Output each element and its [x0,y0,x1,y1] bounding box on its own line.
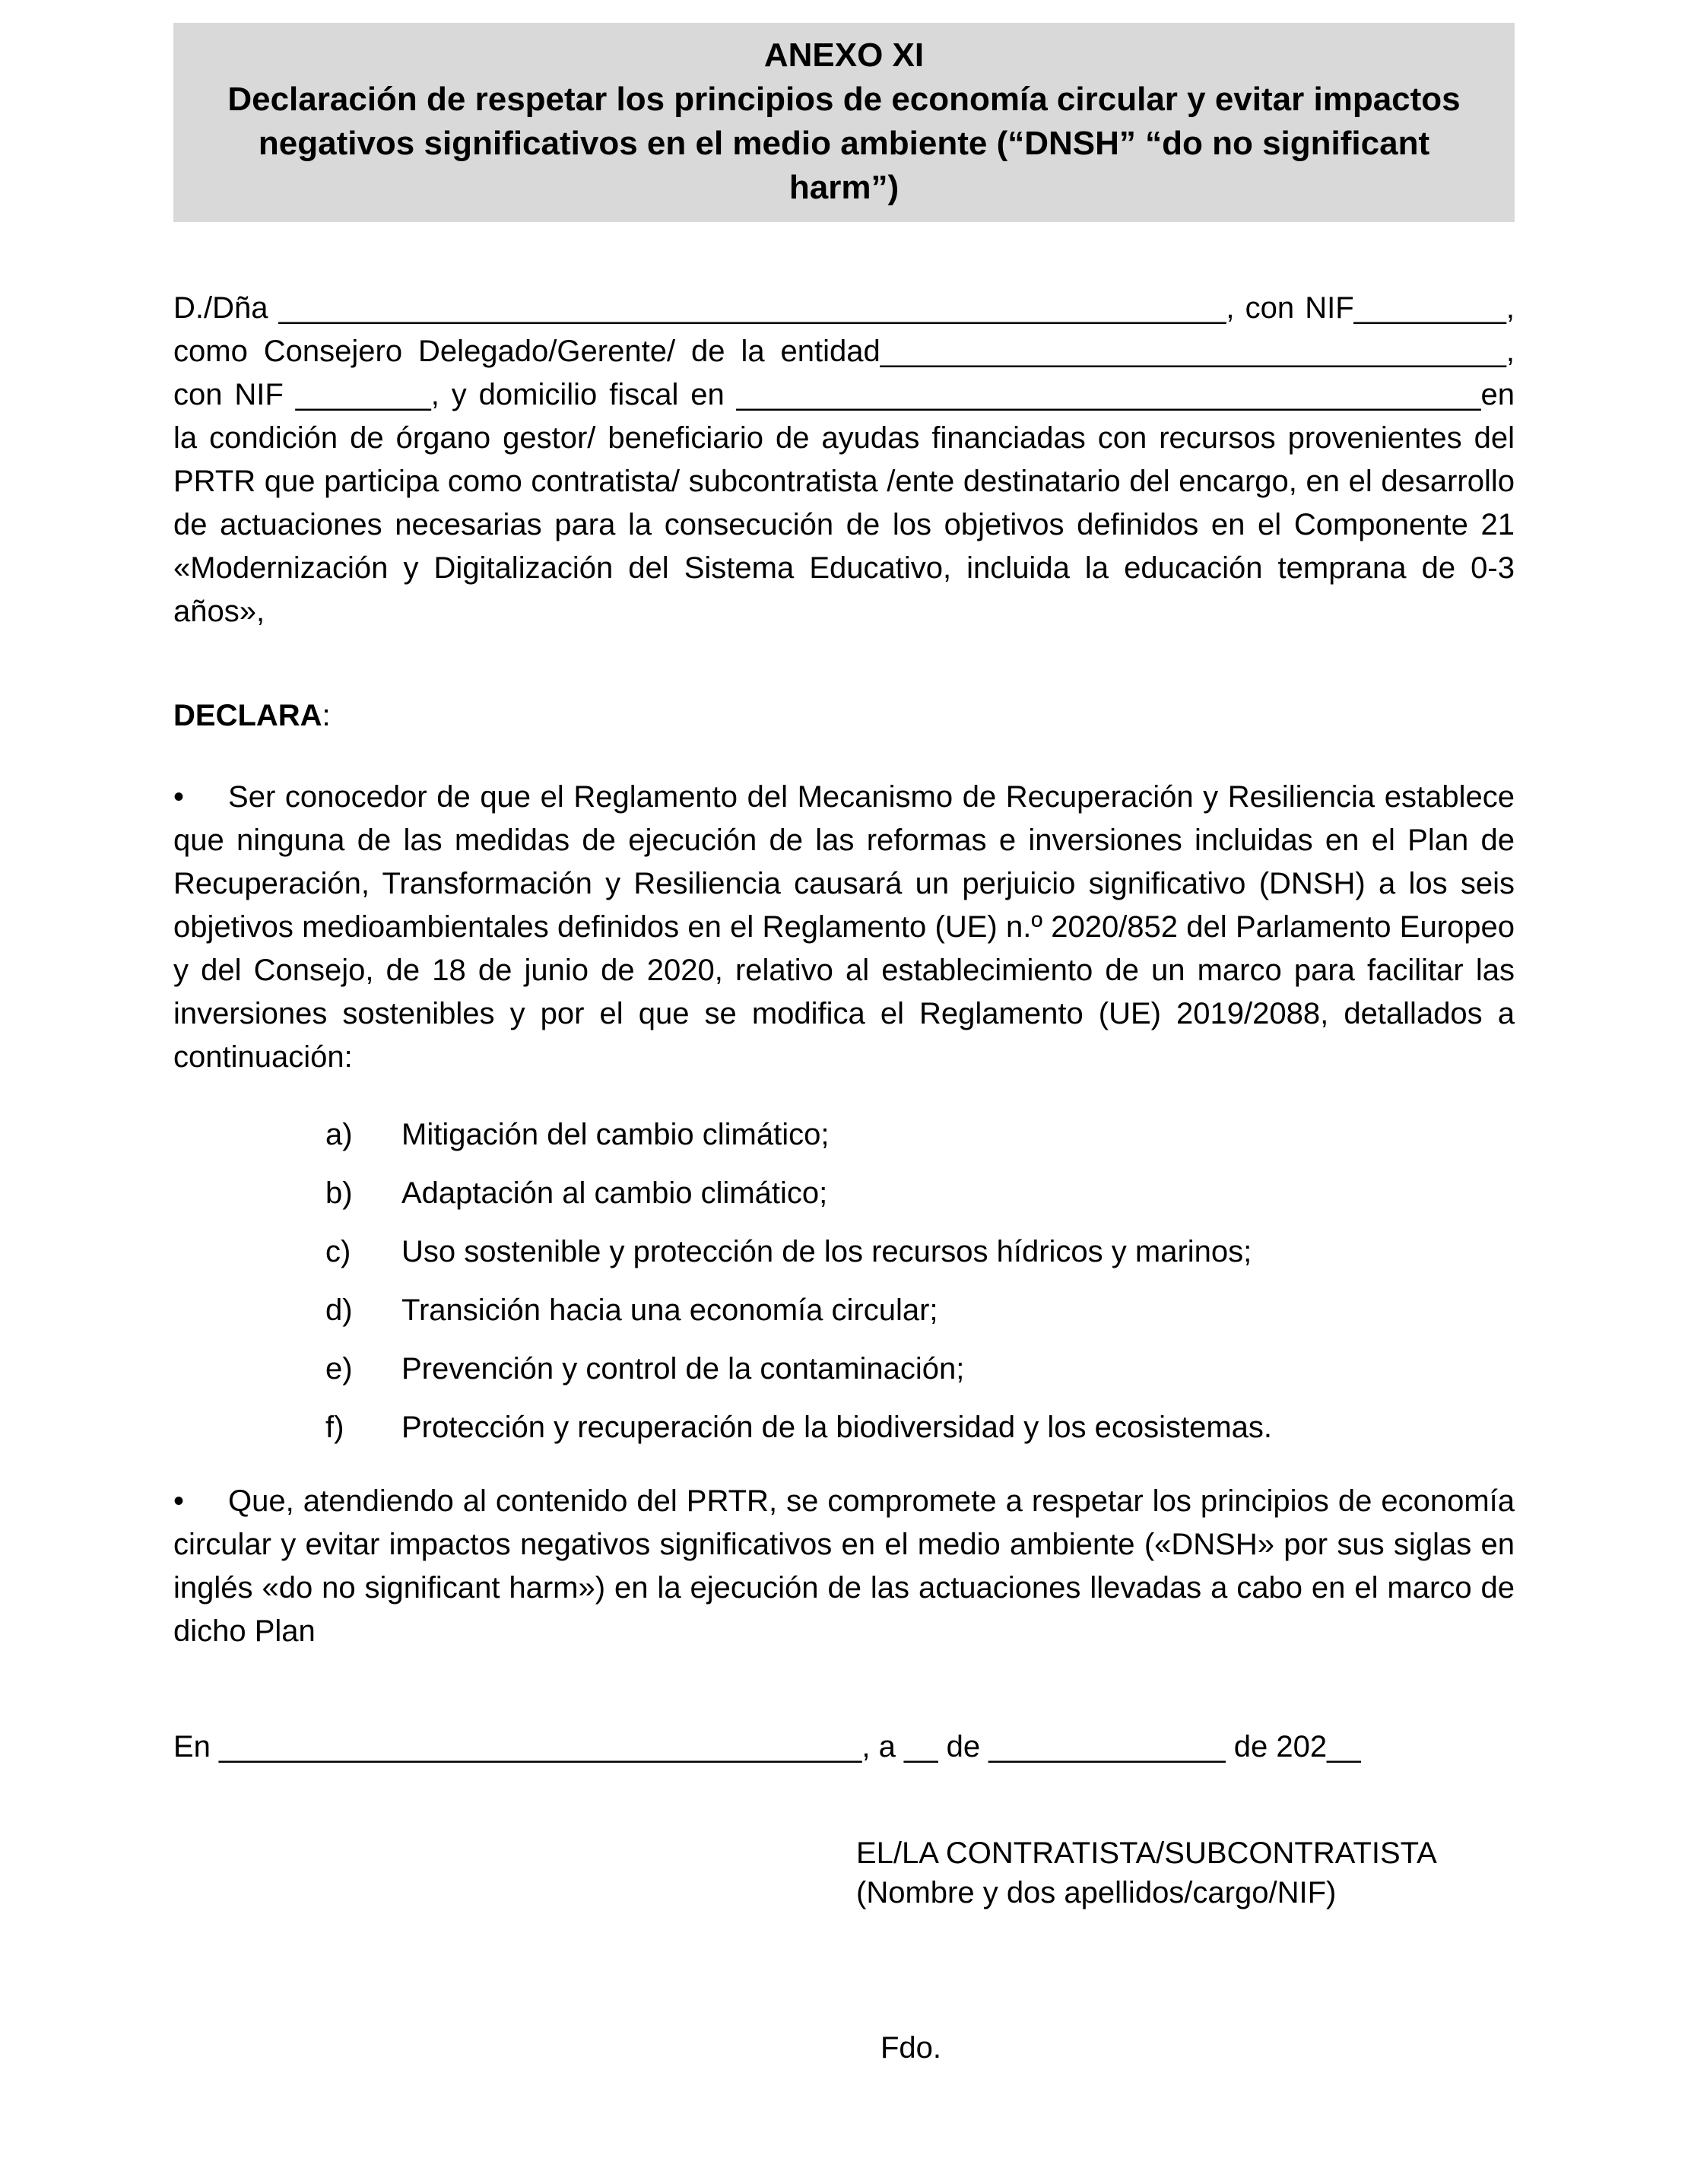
objective-letter: f) [325,1411,344,1444]
objective-item-b [325,1172,1515,1215]
objective-item-f [325,1406,1515,1449]
objective-item-c [325,1230,1515,1274]
declara-heading [173,694,1515,738]
bullet-paragraph-regulation [173,776,1515,1079]
bullet-paragraph-commitment [173,1480,1515,1653]
intro-paragraph: D./Dña ________________________________________________________, con NIF_________, como Consejero Delegado/Gerente/ de la entidad_____________________________________, con NIF ________, y domicilio fiscal en ____________________________________________en la condición de órgano gestor/ beneficiario de ayudas financiadas con recursos provenientes del PRTR que participa como contratista/ subcontratista /ente destinatario del encargo, en el desarrollo de actuaciones necesarias para la consecución de los objetivos definidos en el Componente 21 «Modernización y Digitalización del Sistema Educativo, incluida la educación temprana de 0-3 años», [173,291,1515,628]
bullet-text-regulation: Ser conocedor de que el Reglamento del Mecanismo de Recuperación y Resiliencia establece que ninguna de las medidas de ejecución de las reformas e inversiones incluidas en el Plan de Recuperación, Transformación y Resiliencia causará un perjuicio significativo (DNSH) a los seis objetivos medioambientales definidos en el Reglamento (UE) n.º 2020/852 del Parlamento Europeo y del Consejo, de 18 de junio de 2020, relativo al establecimiento de un marco para facilitar las inversiones sostenibles y por el que se modifica el Reglamento (UE) 2019/2088, detallados a continuación: [173,780,1515,1074]
date-place-line: En ______________________________________, a __ de ______________ de 202__ [173,1730,1361,1763]
objectives-list [173,1113,1515,1449]
bullet-marker: • [173,780,185,814]
objective-letter: c) [325,1235,351,1268]
objective-item-e [325,1348,1515,1391]
signature-role-line: EL/LA CONTRATISTA/SUBCONTRATISTA [856,1836,1437,1870]
signed-label: Fdo. [880,2031,942,2065]
declara-word: DECLARA [173,699,322,732]
objective-letter: e) [325,1352,353,1386]
annex-subtitle: Declaración de respetar los principios de economía circular y evitar impactos negativos significativos en el medio ambiente (“DNSH” “do no significant harm”) [227,81,1461,206]
objective-text: Mitigación del cambio climático; [401,1118,830,1151]
objective-letter: d) [325,1294,353,1327]
objective-text: Prevención y control de la contaminación; [401,1352,965,1386]
annex-title: ANEXO XI [763,37,925,74]
signature-block [173,1833,1515,1913]
objective-text: Uso sostenible y protección de los recursos hídricos y marinos; [401,1235,1252,1268]
document-header [173,23,1515,222]
objective-item-d [325,1289,1515,1332]
objective-item-a [325,1113,1515,1157]
objective-text: Transición hacia una economía circular; [401,1294,938,1327]
signature-name-line: (Nombre y dos apellidos/cargo/NIF) [856,1876,1337,1909]
declara-colon: : [322,699,331,732]
objective-letter: a) [325,1118,353,1151]
bullet-text-commitment: Que, atendiendo al contenido del PRTR, se compromete a respetar los principios de economía circular y evitar impactos negativos significativos en el medio ambiente («DNSH» por sus siglas en inglés «do no significant harm») en la ejecución de las actuaciones llevadas a cabo en el marco de dicho Plan [173,1484,1515,1648]
objective-letter: b) [325,1176,353,1210]
objective-text: Adaptación al cambio climático; [401,1176,828,1210]
bullet-marker: • [173,1484,185,1518]
objective-text: Protección y recuperación de la biodiversidad y los ecosistemas. [401,1411,1273,1444]
